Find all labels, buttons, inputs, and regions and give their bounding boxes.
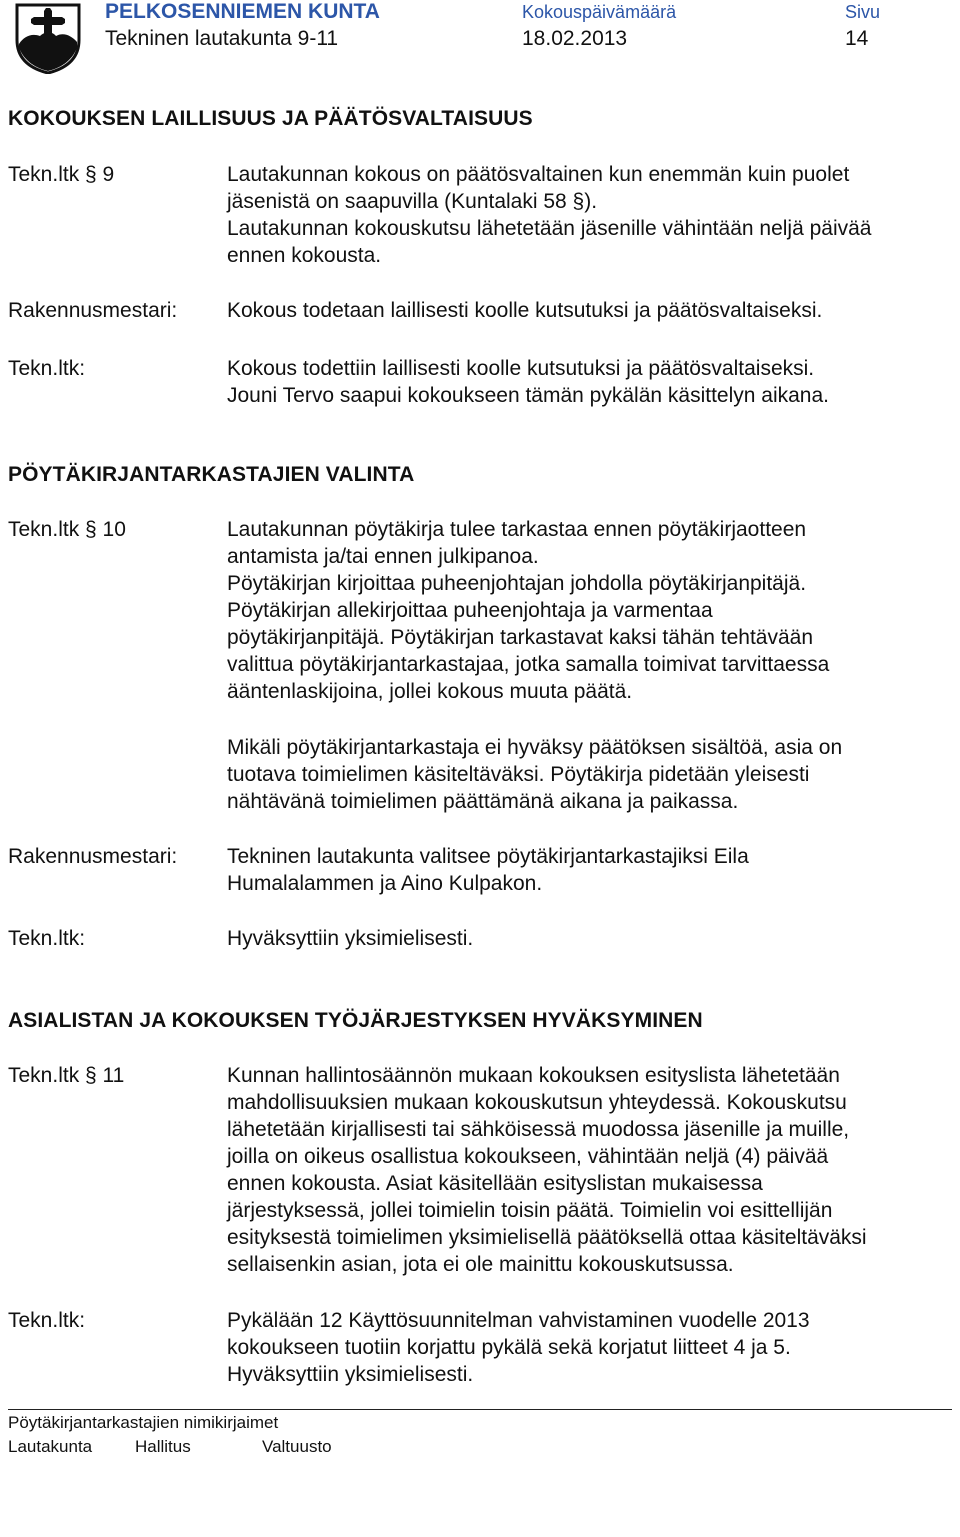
municipal-coat-of-arms-icon [14,2,82,74]
footer-column-hallitus: Hallitus [135,1437,191,1456]
text-line: Lautakunnan pöytäkirja tulee tarkastaa ennen pöytäkirjaotteen [227,518,807,541]
text-line: ennen kokousta. [227,244,382,267]
case-label: Tekn.ltk § 11 [8,1064,125,1087]
decision-label: Tekn.ltk: [8,927,86,950]
date-label: Kokouspäivämäärä [522,2,677,22]
text-line: pöytäkirjanpitäjä. Pöytäkirjan tarkastavat kaksi tähän tehtävään [227,626,814,649]
page-label: Sivu [845,2,881,22]
text-line: ääntenlaskijoina, jollei kokous muuta päätä. [227,680,633,703]
case-label: Tekn.ltk § 9 [8,163,115,186]
text-line: Hyväksyttiin yksimielisesti. [227,1363,474,1386]
text-line: Lautakunnan kokous on päätösvaltainen kun enemmän kuin puolet [227,163,850,186]
proposal-text [227,297,952,324]
text-line: ennen kokousta. Asiat käsitellään esityslistan mukaisessa [227,1172,763,1195]
text-line: Pykälään 12 Käyttösuunnitelman vahvistaminen vuodelle 2013 [227,1309,810,1332]
signatures-label: Pöytäkirjantarkastajien nimikirjaimet [8,1413,279,1432]
text-line: valittua pöytäkirjantarkastajaa, jotka samalla toimivat tarvittaessa [227,653,830,676]
case-label: Tekn.ltk § 10 [8,518,126,541]
text-line: mahdollisuuksien mukaan kokouskutsun yhteydessä. Kokouskutsu [227,1091,847,1114]
text-line: lähetetään kirjallisesti tai sähköisessä muodossa jäsenille ja muille, [227,1118,850,1141]
proposal-text [227,843,952,897]
footer-divider [8,1409,952,1410]
proposal-label: Rakennusmestari: [8,299,178,322]
committee-name: Tekninen lautakunta 9-11 [105,27,339,50]
proposal-label: Rakennusmestari: [8,845,178,868]
text-line: nähtävänä toimielimen päättämänä aikana ja paikassa. [227,790,739,813]
text-line: jäsenistä on saapuvilla (Kuntalaki 58 §). [227,190,598,213]
text-line: Tekninen lautakunta valitsee pöytäkirjantarkastajiksi Eila [227,845,749,868]
text-line: Pöytäkirjan kirjoittaa puheenjohtajan johdolla pöytäkirjanpitäjä. [227,572,807,595]
decision-text [227,1307,952,1388]
case-intro [227,1062,952,1278]
page-number: 14 [845,27,869,50]
footer-column-lautakunta: Lautakunta [8,1437,93,1456]
text-line: Kunnan hallintosäännön mukaan kokouksen esityslista lähetetään [227,1064,840,1087]
text-line: kokoukseen tuotiin korjattu pykälä sekä korjatut liitteet 4 ja 5. [227,1336,791,1359]
text-line: Jouni Tervo saapui kokoukseen tämän pykälän käsittelyn aikana. [227,384,829,407]
case-intro-continued [227,734,952,815]
org-name: PELKOSENNIEMEN KUNTA [105,0,380,23]
section-title: PÖYTÄKIRJANTARKASTAJIEN VALINTA [8,463,415,486]
decision-label: Tekn.ltk: [8,357,86,380]
text-line: esityksestä toimielimen yksimielisellä päätöksellä ottaa käsiteltäväksi [227,1226,867,1249]
case-intro [227,161,952,269]
text-line: sellaisenkin asian, jota ei ole mainittu kokouskutsussa. [227,1253,734,1276]
text-line: Kokous todettiin laillisesti koolle kutsutuksi ja päätösvaltaiseksi. [227,357,815,380]
text-line: joilla on oikeus osallistua kokoukseen, vähintään neljä (4) päivää [227,1145,829,1168]
text-line: tuotava toimielimen käsiteltäväksi. Pöytäkirja pidetään yleisesti [227,763,810,786]
case-intro [227,516,952,705]
text-line: Lautakunnan kokouskutsu lähetetään jäsenille vähintään neljä päivää [227,217,872,240]
decision-text [227,925,952,952]
text-line: järjestyksessä, jollei toimielin toisin päätä. Toimielin voi esittellijän [227,1199,833,1222]
text-line: Humalalammen ja Aino Kulpakon. [227,872,543,895]
text-line: Pöytäkirjan allekirjoittaa puheenjohtaja ja varmentaa [227,599,713,622]
text-line: Hyväksyttiin yksimielisesti. [227,927,474,950]
decision-label: Tekn.ltk: [8,1309,86,1332]
section-title: ASIALISTAN JA KOKOUKSEN TYÖJÄRJESTYKSEN HYVÄKSYMINEN [8,1009,703,1032]
text-line: antamista ja/tai ennen julkipanoa. [227,545,539,568]
text-line: Mikäli pöytäkirjantarkastaja ei hyväksy päätöksen sisältöä, asia on [227,736,843,759]
text-line: Kokous todetaan laillisesti koolle kutsutuksi ja päätösvaltaiseksi. [227,299,823,322]
section-title: KOKOUKSEN LAILLISUUS JA PÄÄTÖSVALTAISUUS [8,107,533,130]
meeting-date: 18.02.2013 [522,27,628,50]
decision-text [227,355,952,409]
footer-column-valtuusto: Valtuusto [262,1437,332,1456]
